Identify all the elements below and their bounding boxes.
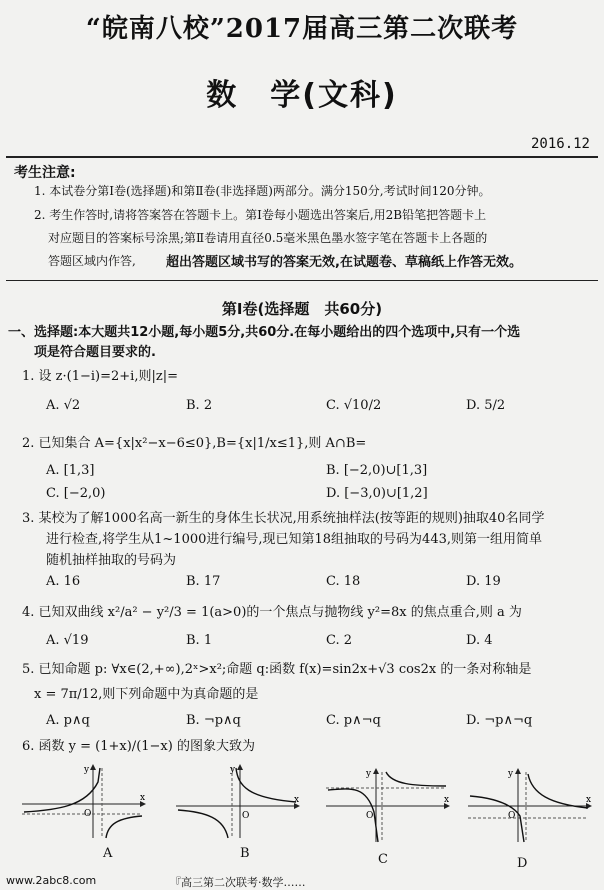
svg-text:y: y	[230, 765, 236, 775]
q3-option-b: B. 17	[186, 574, 221, 589]
q2-option-c: C. [−2,0)	[46, 486, 106, 501]
q1-option-c: C. √10/2	[326, 398, 382, 413]
graph-c-figure	[322, 766, 452, 846]
q4-option-a: A. √19	[46, 633, 89, 648]
notice-warning: 超出答题区域书写的答案无效,在试题卷、草稿纸上作答无效。	[166, 255, 522, 270]
svg-text:O: O	[366, 811, 374, 821]
graph-a-label: A	[103, 846, 113, 861]
q3-option-c: C. 18	[326, 574, 361, 589]
notice-divider	[6, 280, 598, 281]
question-4-stem: 4. 已知双曲线 x²/a² − y²/3 = 1(a>0)的一个焦点与抛物线 y²=8x 的焦点重合,则 a 为	[22, 605, 522, 620]
q2-option-a: A. [1,3]	[46, 463, 95, 478]
graph-b-label: B	[240, 846, 250, 861]
svg-text:y: y	[366, 769, 372, 779]
svg-text:O: O	[242, 811, 250, 821]
graph-b-figure	[172, 762, 302, 842]
question-2-stem: 2. 已知集合 A={x|x²−x−6≤0},B={x|1/x≤1},则 A∩B=	[22, 436, 367, 451]
q1-option-d: D. 5/2	[466, 398, 506, 413]
q5-option-d: D. ¬p∧¬q	[466, 713, 533, 728]
graph-a-figure	[18, 762, 148, 842]
exam-title: “皖南八校”2017届高三第二次联考	[85, 14, 519, 44]
graph-d-figure	[464, 766, 594, 846]
svg-text:x: x	[444, 795, 450, 805]
subject-title: 数 学(文科)	[206, 78, 398, 113]
question-3-stem-cont: 进行检查,将学生从1~1000进行编号,现已知第18组抽取的号码为443,则第一组用简单	[46, 532, 542, 547]
page-footer-note: 『高三第二次联考·数学……	[170, 876, 306, 889]
notice-item-1: 1. 本试卷分第Ⅰ卷(选择题)和第Ⅱ卷(非选择题)两部分。满分150分,考试时间120分钟。	[34, 184, 491, 198]
svg-text:x: x	[586, 795, 592, 805]
graph-d-label: D	[517, 856, 528, 871]
exam-date: 2016.12	[530, 136, 590, 152]
header-divider	[6, 156, 598, 158]
q2-option-d: D. [−3,0)∪[1,2]	[326, 486, 428, 501]
question-5-stem-cont: x = 7π/12,则下列命题中为真命题的是	[34, 687, 259, 702]
q5-option-b: B. ¬p∧q	[186, 713, 241, 728]
q4-option-c: C. 2	[326, 633, 353, 648]
part1-title: 第Ⅰ卷(选择题 共60分)	[221, 300, 383, 318]
question-3-stem-cont2: 随机抽样抽取的号码为	[46, 553, 177, 568]
question-5-stem: 5. 已知命题 p: ∀x∈(2,+∞),2ˣ>x²;命题 q:函数 f(x)=sin2x+√3 cos2x 的一条对称轴是	[22, 662, 532, 677]
question-1-stem: 1. 设 z·(1−i)=2+i,则|z|=	[22, 369, 178, 384]
q2-option-b: B. [−2,0)∪[1,3]	[326, 463, 428, 478]
watermark-text: www.2abc8.com	[6, 874, 97, 887]
q5-option-a: A. p∧q	[46, 713, 90, 728]
q5-option-c: C. p∧¬q	[326, 713, 381, 728]
graph-c-label: C	[378, 852, 388, 867]
section-instruction-cont: 项是符合题目要求的.	[34, 345, 156, 360]
svg-text:x: x	[294, 795, 300, 805]
svg-text:O: O	[508, 811, 516, 821]
svg-text:y: y	[84, 765, 90, 775]
svg-text:y: y	[508, 769, 514, 779]
question-6-stem: 6. 函数 y = (1+x)/(1−x) 的图象大致为	[22, 739, 255, 754]
q3-option-a: A. 16	[46, 574, 81, 589]
q4-option-d: D. 4	[466, 633, 493, 648]
notice-item-2-cont2: 答题区域内作答,	[48, 254, 136, 268]
notice-item-2: 2. 考生作答时,请将答案答在答题卡上。第Ⅰ卷每小题选出答案后,用2B铅笔把答题卡上	[34, 208, 487, 222]
q1-option-a: A. √2	[46, 398, 81, 413]
question-3-stem: 3. 某校为了解1000名高一新生的身体生长状况,用系统抽样法(按等距的规则)抽取40名同学	[22, 511, 545, 526]
notice-heading: 考生注意:	[14, 165, 76, 181]
q1-option-b: B. 2	[186, 398, 213, 413]
svg-text:x: x	[140, 793, 146, 803]
q4-option-b: B. 1	[186, 633, 213, 648]
q3-option-d: D. 19	[466, 574, 501, 589]
svg-text:O: O	[84, 809, 92, 819]
section-instruction: 一、选择题:本大题共12小题,每小题5分,共60分.在每小题给出的四个选项中,只有一个选	[8, 325, 521, 340]
notice-item-2-cont: 对应题目的答案标号涂黑;第Ⅱ卷请用直径0.5毫米黑色墨水签字笔在答题卡上各题的	[48, 231, 488, 245]
